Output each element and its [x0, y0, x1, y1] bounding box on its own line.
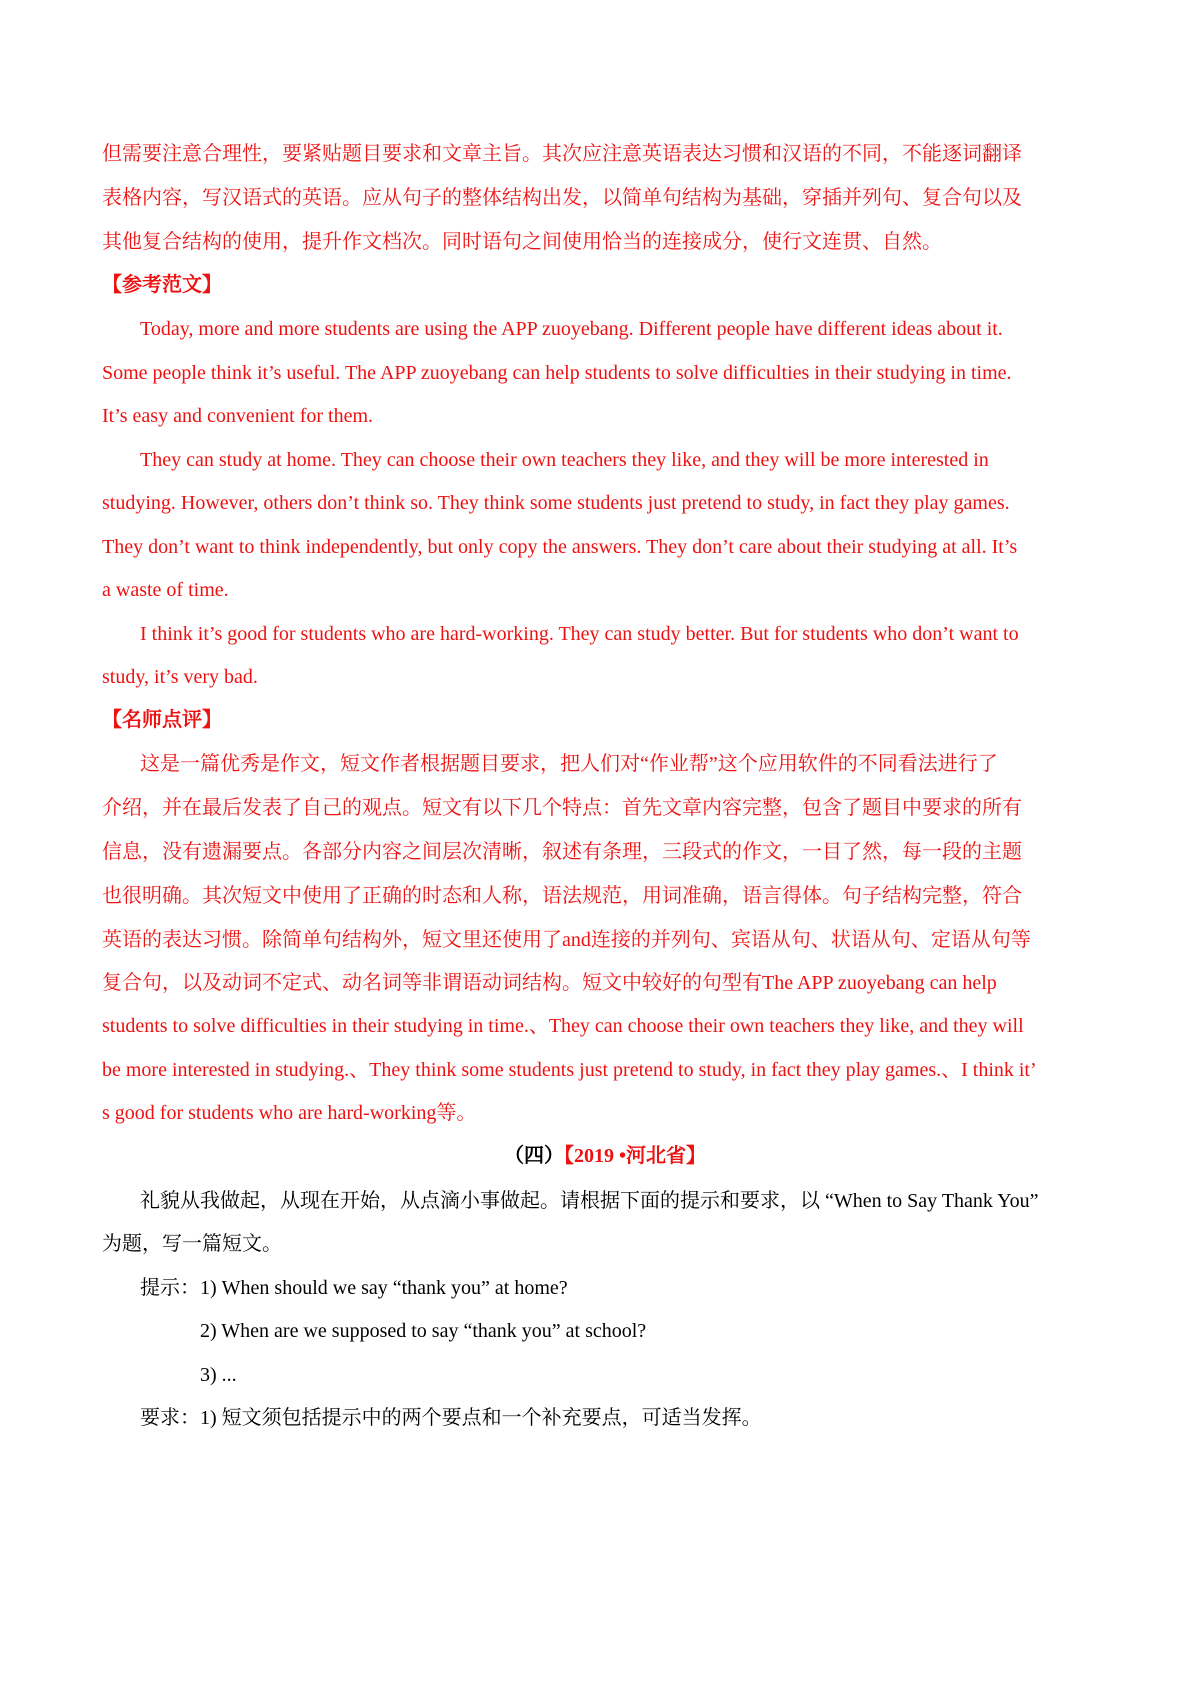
- sample-essay-line-1: Today, more and more students are using the APP zuoyebang. Different people have different ideas about it.: [140, 318, 1003, 340]
- teacher-comment-line-9: s good for students who are hard-working等。: [102, 1102, 477, 1124]
- sample-essay-line-6: They don’t want to think independently, but only copy the answers. They don’t care about their studying at all. It’s: [102, 536, 1018, 558]
- hint-3: 3) ...: [200, 1364, 237, 1386]
- question-four-title: [110, 1142, 1100, 1170]
- teacher-comment-line-5: 英语的表达习惯。除简单句结构外，短文里还使用了and连接的并列句、宾语从句、状语从句、定语从句等: [102, 929, 1031, 951]
- teacher-comment-heading: 【名师点评】: [102, 709, 222, 731]
- requirements-row-1: [140, 1404, 762, 1432]
- question-four-intro-line-2: 为题，写一篇短文。: [102, 1233, 282, 1255]
- analysis-line-1: 但需要注意合理性，要紧贴题目要求和文章主旨。其次应注意英语表达习惯和汉语的不同，不能逐词翻译: [102, 143, 1022, 165]
- teacher-comment-line-7: students to solve difficulties in their studying in time.、They can choose their own teachers they like, and they will: [102, 1015, 1024, 1037]
- question-four-source: 【2019 •河北省】: [563, 1145, 706, 1167]
- requirement-1: 1) 短文须包括提示中的两个要点和一个补充要点，可适当发挥。: [200, 1407, 762, 1429]
- teacher-comment-line-3: 信息，没有遗漏要点。各部分内容之间层次清晰，叙述有条理，三段式的作文，一目了然，每一段的主题: [102, 841, 1022, 863]
- hints-label: 提示：: [140, 1277, 200, 1299]
- analysis-line-3: 其他复合结构的使用，提升作文档次。同时语句之间使用恰当的连接成分，使行文连贯、自然。: [102, 231, 942, 253]
- teacher-comment-line-4: 也很明确。其次短文中使用了正确的时态和人称，语法规范，用词准确，语言得体。句子结构完整，符合: [102, 885, 1022, 907]
- requirements-label: 要求：: [140, 1407, 200, 1429]
- question-four-intro-line-1: 礼貌从我做起，从现在开始，从点滴小事做起。请根据下面的提示和要求，以 “When to Say Thank You”: [140, 1190, 1039, 1212]
- hint-2: 2) When are we supposed to say “thank you” at school?: [200, 1320, 647, 1342]
- question-four-number: （四）: [503, 1145, 564, 1167]
- hint-1: 1) When should we say “thank you” at home?: [200, 1277, 568, 1299]
- teacher-comment-line-8: be more interested in studying.、They think some students just pretend to study, in fact they play games.、I think it’: [102, 1059, 1037, 1081]
- sample-essay-line-8: I think it’s good for students who are hard-working. They can study better. But for students who don’t want to: [140, 623, 1019, 645]
- analysis-line-2: 表格内容，写汉语式的英语。应从句子的整体结构出发，以简单句结构为基础，穿插并列句、复合句以及: [102, 187, 1022, 209]
- teacher-comment-line-6: 复合句，以及动词不定式、动名词等非谓语动词结构。短文中较好的句型有The APP zuoyebang can help: [102, 972, 997, 994]
- sample-essay-line-5: studying. However, others don’t think so. They think some students just pretend to study, in fact they play games.: [102, 492, 1010, 514]
- sample-essay-line-9: study, it’s very bad.: [102, 666, 258, 688]
- sample-essay-line-4: They can study at home. They can choose their own teachers they like, and they will be more interested in: [140, 449, 989, 471]
- sample-essay-line-3: It’s easy and convenient for them.: [102, 405, 374, 427]
- hints-row-1: [140, 1274, 568, 1302]
- sample-essay-heading: 【参考范文】: [102, 274, 222, 296]
- sample-essay-line-2: Some people think it’s useful. The APP zuoyebang can help students to solve difficulties in their studying in time.: [102, 362, 1012, 384]
- teacher-comment-line-1: 这是一篇优秀是作文，短文作者根据题目要求，把人们对“作业帮”这个应用软件的不同看法进行了: [140, 753, 998, 775]
- sample-essay-line-7: a waste of time.: [102, 579, 229, 601]
- teacher-comment-line-2: 介绍，并在最后发表了自己的观点。短文有以下几个特点：首先文章内容完整，包含了题目中要求的所有: [102, 797, 1022, 819]
